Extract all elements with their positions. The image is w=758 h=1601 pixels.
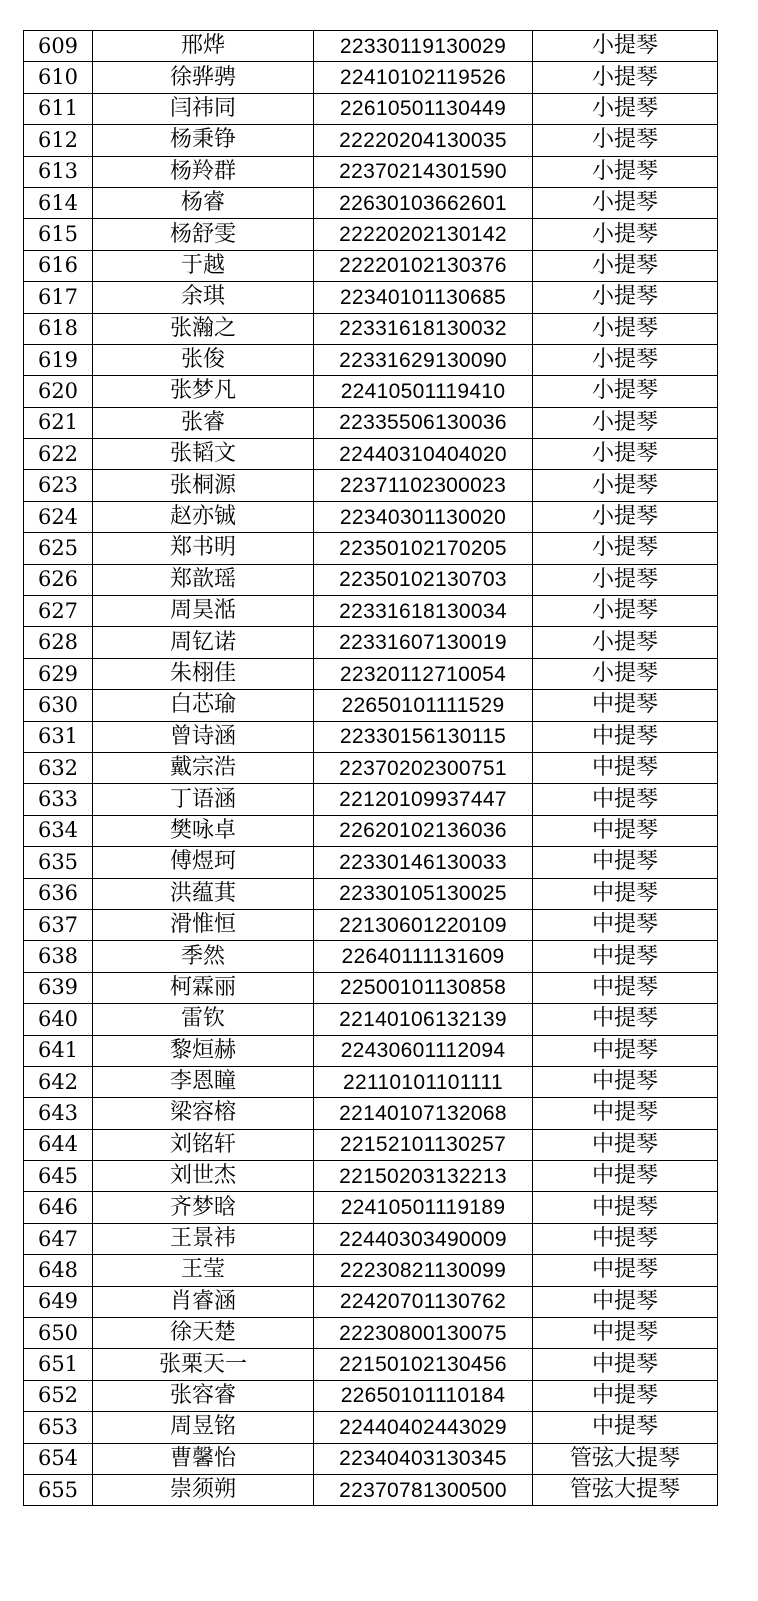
table-row [24,1443,718,1474]
instrument-cell: 小提琴 [533,376,718,407]
student-name-cell: 杨睿 [93,187,314,218]
instrument-cell: 中提琴 [533,815,718,846]
student-name-cell: 洪蕴萁 [93,878,314,909]
row-number-cell: 622 [24,439,93,470]
exam-id-cell: 22140107132068 [314,1098,533,1129]
instrument-cell: 中提琴 [533,721,718,752]
row-number-cell: 625 [24,533,93,564]
student-name-cell: 曾诗涵 [93,721,314,752]
table-row [24,1035,718,1066]
row-number-cell: 644 [24,1129,93,1160]
exam-id-cell: 22152101130257 [314,1129,533,1160]
exam-id-cell: 22350102170205 [314,533,533,564]
row-number-cell: 652 [24,1380,93,1411]
instrument-cell: 小提琴 [533,470,718,501]
exam-id-cell: 22440310404020 [314,439,533,470]
table-row [24,250,718,281]
row-number-cell: 624 [24,501,93,532]
row-number-cell: 643 [24,1098,93,1129]
instrument-cell: 小提琴 [533,250,718,281]
student-name-cell: 肖睿涵 [93,1286,314,1317]
exam-id-cell: 22440303490009 [314,1223,533,1254]
table-row [24,1129,718,1160]
row-number-cell: 616 [24,250,93,281]
student-name-cell: 齐梦晗 [93,1192,314,1223]
student-name-cell: 张梦凡 [93,376,314,407]
student-name-cell: 张瀚之 [93,313,314,344]
row-number-cell: 651 [24,1349,93,1380]
exam-id-cell: 22320112710054 [314,658,533,689]
student-name-cell: 张俊 [93,344,314,375]
row-number-cell: 641 [24,1035,93,1066]
table-row [24,1161,718,1192]
table-row [24,313,718,344]
table-row [24,156,718,187]
table-row [24,1474,718,1505]
row-number-cell: 609 [24,31,93,62]
table-row [24,1223,718,1254]
row-number-cell: 635 [24,847,93,878]
instrument-cell: 小提琴 [533,219,718,250]
instrument-cell: 小提琴 [533,407,718,438]
table-row [24,1380,718,1411]
instrument-cell: 中提琴 [533,941,718,972]
table-row [24,941,718,972]
student-name-cell: 傅煜珂 [93,847,314,878]
table-row [24,1192,718,1223]
row-number-cell: 637 [24,909,93,940]
instrument-cell: 小提琴 [533,156,718,187]
table-row [24,909,718,940]
instrument-cell: 管弦大提琴 [533,1474,718,1505]
table-row [24,878,718,909]
exam-id-cell: 22220202130142 [314,219,533,250]
table-row [24,1066,718,1097]
table-row [24,219,718,250]
student-name-cell: 白芯瑜 [93,690,314,721]
table-row [24,1318,718,1349]
exam-id-cell: 22430601112094 [314,1035,533,1066]
student-name-cell: 徐天楚 [93,1318,314,1349]
roster-table [23,30,718,1506]
instrument-cell: 小提琴 [533,62,718,93]
student-name-cell: 丁语涵 [93,784,314,815]
exam-id-cell: 22120109937447 [314,784,533,815]
row-number-cell: 653 [24,1412,93,1443]
table-row [24,1412,718,1443]
instrument-cell: 中提琴 [533,1098,718,1129]
table-row [24,1286,718,1317]
exam-id-cell: 22331607130019 [314,627,533,658]
row-number-cell: 611 [24,93,93,124]
exam-id-cell: 22370202300751 [314,752,533,783]
row-number-cell: 633 [24,784,93,815]
instrument-cell: 小提琴 [533,31,718,62]
student-name-cell: 郑歆瑶 [93,564,314,595]
exam-id-cell: 22230821130099 [314,1255,533,1286]
instrument-cell: 管弦大提琴 [533,1443,718,1474]
exam-id-cell: 22330105130025 [314,878,533,909]
row-number-cell: 645 [24,1161,93,1192]
student-name-cell: 张容睿 [93,1380,314,1411]
instrument-cell: 中提琴 [533,1161,718,1192]
table-row [24,847,718,878]
exam-id-cell: 22130601220109 [314,909,533,940]
exam-id-cell: 22640111131609 [314,941,533,972]
exam-id-cell: 22331618130032 [314,313,533,344]
student-name-cell: 崇须朔 [93,1474,314,1505]
instrument-cell: 小提琴 [533,501,718,532]
instrument-cell: 小提琴 [533,282,718,313]
student-name-cell: 周昱铭 [93,1412,314,1443]
exam-id-cell: 22370781300500 [314,1474,533,1505]
row-number-cell: 629 [24,658,93,689]
table-row [24,282,718,313]
row-number-cell: 634 [24,815,93,846]
row-number-cell: 619 [24,344,93,375]
row-number-cell: 631 [24,721,93,752]
table-row [24,62,718,93]
row-number-cell: 627 [24,596,93,627]
instrument-cell: 小提琴 [533,658,718,689]
table-row [24,627,718,658]
student-name-cell: 李恩瞳 [93,1066,314,1097]
row-number-cell: 615 [24,219,93,250]
instrument-cell: 中提琴 [533,878,718,909]
instrument-cell: 中提琴 [533,972,718,1003]
instrument-cell: 中提琴 [533,1318,718,1349]
table-row [24,470,718,501]
student-name-cell: 戴宗浩 [93,752,314,783]
student-name-cell: 张桐源 [93,470,314,501]
row-number-cell: 639 [24,972,93,1003]
exam-id-cell: 22230800130075 [314,1318,533,1349]
instrument-cell: 中提琴 [533,1223,718,1254]
instrument-cell: 中提琴 [533,1066,718,1097]
instrument-cell: 小提琴 [533,564,718,595]
row-number-cell: 617 [24,282,93,313]
exam-id-cell: 22340101130685 [314,282,533,313]
student-name-cell: 王景祎 [93,1223,314,1254]
row-number-cell: 620 [24,376,93,407]
row-number-cell: 642 [24,1066,93,1097]
exam-id-cell: 22350102130703 [314,564,533,595]
table-row [24,658,718,689]
exam-id-cell: 22370214301590 [314,156,533,187]
instrument-cell: 小提琴 [533,533,718,564]
instrument-cell: 中提琴 [533,1255,718,1286]
table-row [24,439,718,470]
table-row [24,1255,718,1286]
row-number-cell: 638 [24,941,93,972]
roster-table-body [24,31,718,1506]
row-number-cell: 649 [24,1286,93,1317]
table-row [24,1349,718,1380]
table-row [24,93,718,124]
row-number-cell: 632 [24,752,93,783]
exam-id-cell: 22150102130456 [314,1349,533,1380]
student-name-cell: 杨羚群 [93,156,314,187]
exam-id-cell: 22410102119526 [314,62,533,93]
row-number-cell: 654 [24,1443,93,1474]
row-number-cell: 650 [24,1318,93,1349]
exam-id-cell: 22140106132139 [314,1004,533,1035]
instrument-cell: 中提琴 [533,752,718,783]
row-number-cell: 640 [24,1004,93,1035]
student-name-cell: 赵亦铖 [93,501,314,532]
row-number-cell: 618 [24,313,93,344]
student-name-cell: 邢烨 [93,31,314,62]
student-name-cell: 樊咏卓 [93,815,314,846]
table-row [24,501,718,532]
student-name-cell: 雷钦 [93,1004,314,1035]
student-name-cell: 刘铭轩 [93,1129,314,1160]
instrument-cell: 小提琴 [533,344,718,375]
exam-id-cell: 22335506130036 [314,407,533,438]
instrument-cell: 中提琴 [533,690,718,721]
instrument-cell: 小提琴 [533,125,718,156]
table-row [24,596,718,627]
row-number-cell: 655 [24,1474,93,1505]
exam-id-cell: 22330146130033 [314,847,533,878]
student-name-cell: 闫祎同 [93,93,314,124]
exam-id-cell: 22371102300023 [314,470,533,501]
row-number-cell: 636 [24,878,93,909]
exam-id-cell: 22331618130034 [314,596,533,627]
student-name-cell: 周钇诺 [93,627,314,658]
student-name-cell: 刘世杰 [93,1161,314,1192]
exam-id-cell: 22331629130090 [314,344,533,375]
row-number-cell: 630 [24,690,93,721]
exam-id-cell: 22410501119189 [314,1192,533,1223]
table-row [24,564,718,595]
table-row [24,721,718,752]
row-number-cell: 621 [24,407,93,438]
student-name-cell: 余琪 [93,282,314,313]
exam-id-cell: 22420701130762 [314,1286,533,1317]
table-row [24,31,718,62]
instrument-cell: 小提琴 [533,439,718,470]
table-row [24,972,718,1003]
student-name-cell: 王莹 [93,1255,314,1286]
instrument-cell: 中提琴 [533,1380,718,1411]
student-name-cell: 张睿 [93,407,314,438]
student-name-cell: 杨舒雯 [93,219,314,250]
row-number-cell: 614 [24,187,93,218]
exam-id-cell: 22500101130858 [314,972,533,1003]
table-row [24,1098,718,1129]
exam-id-cell: 22610501130449 [314,93,533,124]
student-name-cell: 梁容榕 [93,1098,314,1129]
table-row [24,690,718,721]
student-name-cell: 滑惟恒 [93,909,314,940]
student-name-cell: 杨秉铮 [93,125,314,156]
exam-id-cell: 22440402443029 [314,1412,533,1443]
student-name-cell: 郑书明 [93,533,314,564]
exam-id-cell: 22330156130115 [314,721,533,752]
exam-id-cell: 22220204130035 [314,125,533,156]
exam-id-cell: 22340403130345 [314,1443,533,1474]
instrument-cell: 中提琴 [533,1035,718,1066]
row-number-cell: 626 [24,564,93,595]
student-name-cell: 徐骅骋 [93,62,314,93]
instrument-cell: 中提琴 [533,1004,718,1035]
row-number-cell: 612 [24,125,93,156]
exam-id-cell: 22650101111529 [314,690,533,721]
instrument-cell: 中提琴 [533,1129,718,1160]
row-number-cell: 646 [24,1192,93,1223]
row-number-cell: 648 [24,1255,93,1286]
exam-id-cell: 22630103662601 [314,187,533,218]
exam-id-cell: 22620102136036 [314,815,533,846]
instrument-cell: 小提琴 [533,187,718,218]
row-number-cell: 647 [24,1223,93,1254]
student-name-cell: 曹馨怡 [93,1443,314,1474]
row-number-cell: 623 [24,470,93,501]
table-row [24,784,718,815]
exam-id-cell: 22410501119410 [314,376,533,407]
student-name-cell: 黎烜赫 [93,1035,314,1066]
exam-id-cell: 22340301130020 [314,501,533,532]
instrument-cell: 中提琴 [533,1192,718,1223]
row-number-cell: 610 [24,62,93,93]
student-name-cell: 朱栩佳 [93,658,314,689]
instrument-cell: 中提琴 [533,1412,718,1443]
instrument-cell: 小提琴 [533,627,718,658]
table-row [24,1004,718,1035]
table-row [24,407,718,438]
row-number-cell: 613 [24,156,93,187]
table-row [24,815,718,846]
exam-id-cell: 22110101101111 [314,1066,533,1097]
exam-id-cell: 22150203132213 [314,1161,533,1192]
student-name-cell: 周昊湉 [93,596,314,627]
student-name-cell: 张韬文 [93,439,314,470]
instrument-cell: 小提琴 [533,596,718,627]
table-row [24,125,718,156]
instrument-cell: 小提琴 [533,313,718,344]
student-name-cell: 于越 [93,250,314,281]
table-row [24,187,718,218]
exam-id-cell: 22650101110184 [314,1380,533,1411]
student-name-cell: 张栗天一 [93,1349,314,1380]
table-row [24,376,718,407]
instrument-cell: 中提琴 [533,1286,718,1317]
instrument-cell: 中提琴 [533,1349,718,1380]
instrument-cell: 中提琴 [533,909,718,940]
exam-id-cell: 22220102130376 [314,250,533,281]
row-number-cell: 628 [24,627,93,658]
table-row [24,752,718,783]
table-row [24,533,718,564]
student-name-cell: 季然 [93,941,314,972]
instrument-cell: 中提琴 [533,784,718,815]
instrument-cell: 小提琴 [533,93,718,124]
instrument-cell: 中提琴 [533,847,718,878]
student-name-cell: 柯霖丽 [93,972,314,1003]
table-row [24,344,718,375]
exam-id-cell: 22330119130029 [314,31,533,62]
